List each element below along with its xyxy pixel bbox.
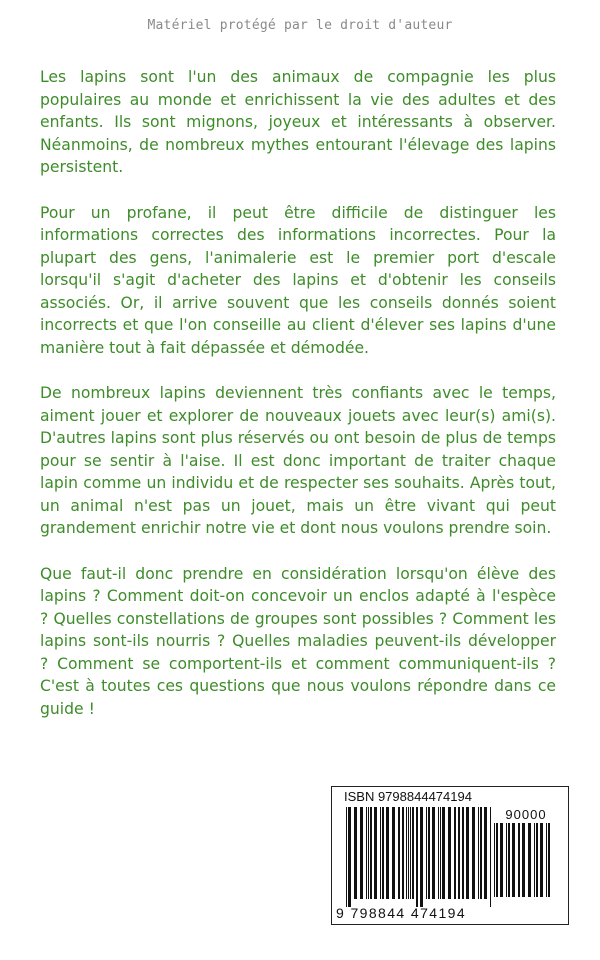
barcode-bar: [442, 807, 445, 899]
addon-barcode-bars: [494, 823, 554, 905]
paragraph-2: Pour un profane, il peut être difficile de distinguer les informations correctes des informations incorrectes. Pour la plupart des gens, l'animalerie est le premier port d'escale lorsqu'il s'agit d'acheter des lapins et d'obtenir les conseils associés. Or, il arrive souvent que les conseils donnés soient incorrects et que l'on conseille au client d'élever ses lapins d'une manière tout à fait dépassée et démodée.: [40, 203, 556, 357]
copyright-watermark-top: Matériel protégé par le droit d'auteur: [147, 18, 453, 33]
barcode-bar: [454, 807, 456, 899]
barcode-bar: [432, 807, 435, 899]
barcode-bar: [484, 807, 487, 899]
barcode-bar: [534, 823, 535, 897]
barcode-bar: [528, 823, 531, 897]
barcode-bar: [494, 823, 495, 897]
barcode-bar: [438, 807, 439, 899]
barcode-bar: [406, 807, 407, 899]
ean-digits: 9 798844 474194: [336, 905, 466, 921]
barcode-bar: [346, 807, 347, 907]
paragraph-3: De nombreux lapins deviennent très confiants avec le temps, aiment jouer et explorer de nouveaux jouets avec leur(s) ami(s). D'autres lapins sont plus réservés ou ont besoin de plus de temps pour se sentir à l'aise. Il est donc important de traiter chaque lapin comme un individu et de respecter ses souhaits. Après tout, un animal n'est pas un jouet, mais un être vivant qui peut grandement enrichir notre vie et dont nous voulons prendre soin.: [40, 384, 556, 537]
barcode-bar: [548, 823, 550, 897]
ean-barcode-bars: [346, 807, 492, 907]
barcode-bar: [458, 807, 460, 899]
barcode-bar: [508, 823, 510, 897]
barcode-bar: [466, 807, 469, 899]
barcode-bar: [478, 807, 479, 899]
isbn-label: ISBN 9798844474194: [344, 789, 472, 804]
barcode-bar: [496, 823, 498, 897]
paragraph-1: Les lapins sont l'un des animaux de compagnie les plus populaires au monde et enrichissent la vie des adultes et des enfants. Ils sont mignons, joyeux et intéressants à observer. Néanmoins, de nombreux mythes entourant l'élevage des lapins persistent.: [40, 68, 556, 176]
barcode-bar: [366, 807, 367, 899]
barcode-bar: [392, 807, 395, 899]
barcode-bar: [410, 807, 411, 899]
barcode-bar: [536, 823, 538, 897]
barcode-bar: [546, 823, 547, 897]
barcode-bar: [408, 807, 409, 899]
barcode-bar: [386, 807, 389, 899]
back-cover-text: [40, 66, 556, 743]
barcode-bar: [370, 807, 372, 899]
barcode-bar: [374, 807, 377, 899]
barcode-bar: [360, 807, 363, 899]
barcode-bar: [412, 807, 414, 899]
barcode-bar: [402, 807, 404, 899]
barcode-bar: [472, 807, 475, 899]
barcode-bar: [426, 807, 427, 899]
barcode-bar: [500, 823, 503, 897]
paragraph-4: Que faut-il donc prendre en considération lorsqu'on élève des lapins ? Comment doit-on concevoir un enclos adapté à l'espèce ? Quelles constellations de groupes sont possibles ? Comment les lapins sont-ils nourris ? Quelles maladies peuvent-ils développer ? Comment se comportent-ils et comment communiquent-ils ? C'est à toutes ces questions que nous voulons répondre dans ce guide !: [40, 564, 556, 718]
isbn-barcode: [331, 786, 569, 925]
barcode-bar: [522, 823, 525, 897]
barcode-bar: [540, 823, 543, 897]
barcode-bar: [448, 807, 451, 899]
barcode-bar: [506, 823, 507, 897]
barcode-bar: [354, 807, 357, 899]
addon-digits: 90000: [505, 807, 547, 822]
barcode-bar: [480, 807, 482, 899]
barcode-bar: [490, 807, 491, 907]
barcode-bar: [416, 807, 418, 907]
barcode-bar: [462, 807, 464, 899]
barcode-bar: [380, 807, 381, 899]
barcode-bar: [368, 807, 369, 899]
barcode-bar: [420, 807, 423, 907]
barcode-bar: [518, 823, 520, 897]
barcode-bar: [382, 807, 384, 899]
barcode-bar: [348, 807, 351, 907]
barcode-bar: [512, 823, 515, 897]
barcode-bar: [440, 807, 441, 899]
barcode-bar: [398, 807, 400, 899]
barcode-bar: [428, 807, 430, 899]
